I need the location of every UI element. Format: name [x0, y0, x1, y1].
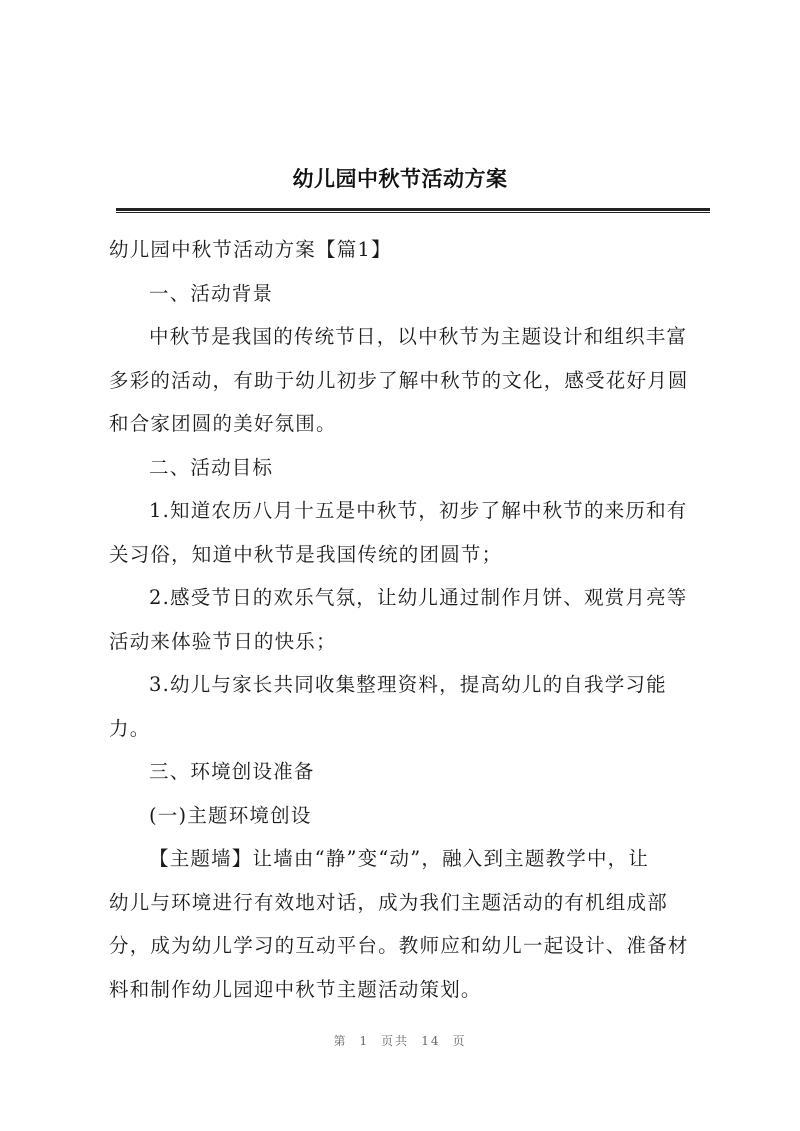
paragraph-line: 分，成为幼儿学习的互动平台。教师应和幼儿一起设计、准备材: [109, 934, 689, 957]
paragraph-line: 2.感受节日的欢乐气氛，让幼儿通过制作月饼、观赏月亮等: [149, 586, 688, 609]
paragraph-line: 活动来体验节日的快乐；: [109, 629, 337, 653]
page-mid: 页共: [381, 1034, 410, 1048]
paragraph-line: 幼儿与环境进行有效地对话，成为我们主题活动的有机组成部: [109, 890, 668, 914]
page-number: 1: [359, 1034, 370, 1048]
paragraph-line: 1.知道农历八月十五是中秋节，初步了解中秋节的来历和有: [149, 499, 688, 522]
page-total: 14: [421, 1034, 441, 1048]
paragraph-line: 多彩的活动，有助于幼儿初步了解中秋节的文化，感受花好月圆: [109, 368, 689, 392]
document-title: 幼儿园中秋节活动方案: [292, 167, 508, 191]
document-body: [109, 228, 709, 1011]
section-heading: 幼儿园中秋节活动方案【篇1】: [109, 238, 392, 261]
paragraph-line: 【主题墙】让墙由“静”变“动”，融入到主题教学中，让: [149, 847, 650, 870]
paragraph-line: 力。: [109, 716, 151, 740]
subsection-heading: 二、活动目标: [149, 455, 274, 479]
subsection-heading: 一、活动背景: [149, 281, 274, 305]
paragraph-line: 和合家团圆的美好氛围。: [109, 412, 337, 435]
paragraph-line: 中秋节是我国的传统节日，以中秋节为主题设计和组织丰富: [149, 325, 688, 348]
paragraph-line: 关习俗，知道中秋节是我国传统的团圆节；: [109, 542, 503, 566]
subsection-heading: (一)主题环境创设: [149, 803, 312, 827]
title-divider: [116, 208, 710, 213]
subsection-heading: 三、环境创设准备: [149, 760, 315, 783]
paragraph-line: 3.幼儿与家长共同收集整理资料，提高幼儿的自我学习能: [149, 673, 667, 696]
page-suffix: 页: [452, 1034, 467, 1048]
page-footer: [0, 1032, 800, 1049]
paragraph-line: 料和制作幼儿园迎中秋节主题活动策划。: [109, 977, 482, 1001]
page-prefix: 第: [333, 1034, 348, 1048]
